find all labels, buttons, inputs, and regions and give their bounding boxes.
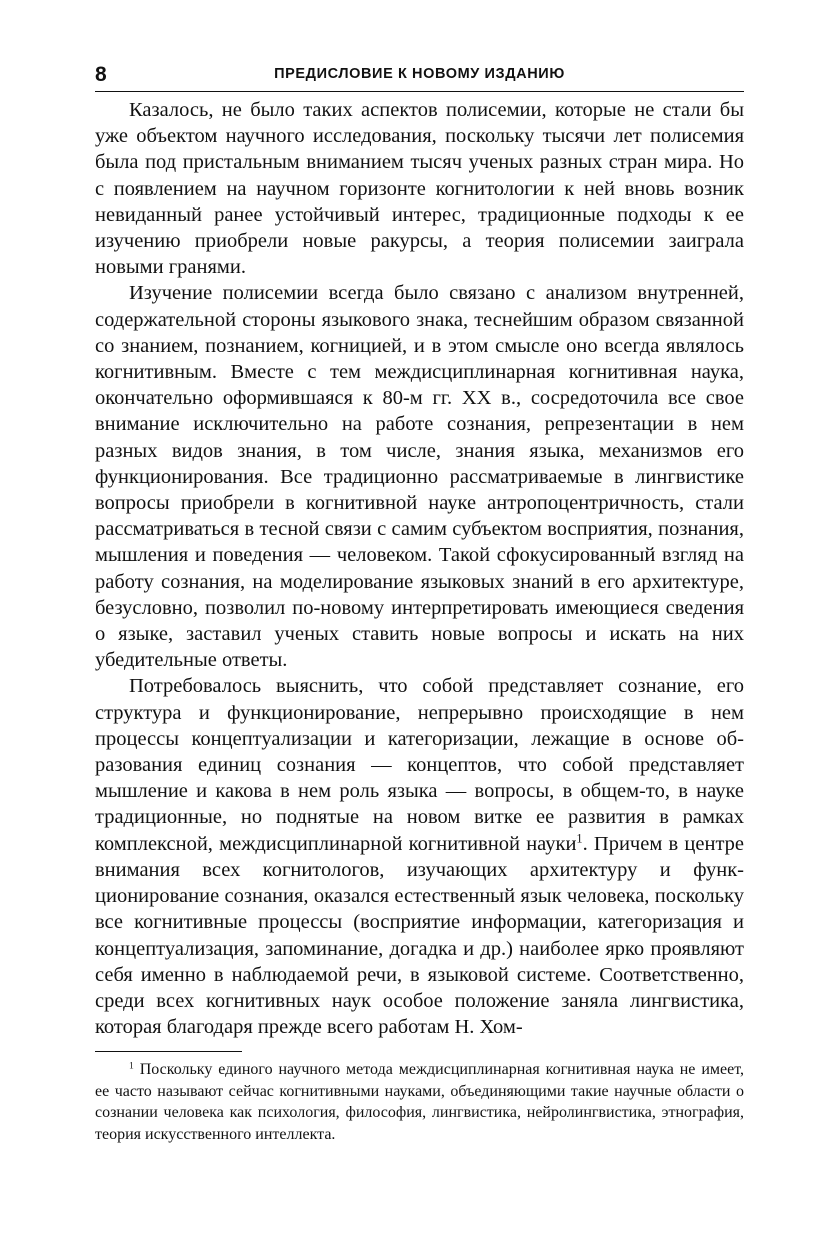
paragraph-text: Потребовалось выяснить, что собой представляет сознание, его структура и функционирование, непрерывно происходящие в нем процессы концептуализации и категоризации, лежащие в основе образования единиц сознания — концептов, что собой представляет мышление и какова в нем роль языка — вопросы, в общем-то, в науке традиционные, но поднятые на новом витке ее развития в рамках комплексной, междисциплинарной когнитивной науки: [95, 675, 744, 855]
page-number: 8: [95, 63, 107, 86]
paragraph: Изучение полисемии всегда было связано с анализом внутренней, содержательной стороны языкового знака, теснейшим образом связанной со знанием, познанием, когницией, и в этом смысле оно всегда являлось когнитивным. Вместе с тем междисциплинарная когнитивная наука, окончательно оформившаяся к 80-м гг. XX в., сосредоточила все свое внимание исключительно на работе сознания, репрезентации в нем разных видов знания, в том числе, знания языка, механизмов его функционирования. Все традиционно рассматриваемые в лингвистике вопросы приобрели в когнитивной науке антропоцентричность, стали рассматриваться в тесной связи с самим субъектом восприятия, познания, мышления и поведения — человеком. Такой сфокусированный взгляд на работу сознания, на моделирование языковых знаний в его архитектуре, безусловно, позволил по-новому интерпретировать имеющиеся сведения о языке, заставил ученых ставить новые вопросы и искать на них убедительные ответы.: [95, 282, 744, 672]
page-header: [95, 62, 744, 90]
header-rule: [95, 91, 744, 92]
footnote-separator: [95, 1051, 242, 1052]
footnote-mark: 1: [129, 1060, 134, 1072]
footnote: [95, 1059, 744, 1145]
footnote-text: Поскольку единого научного метода междисциплинарная когнитивная наука не имеет, ее часто называют сейчас когнитивными науками, объединяющими такие научные области о сознании человека как психология, философия, лингвистика, нейролингвистика, этнография, теория искусственного интеллекта.: [95, 1061, 744, 1143]
main-text: [95, 97, 744, 1040]
footnote-paragraph: [95, 1059, 744, 1145]
paragraph: [95, 673, 744, 1040]
paragraph: Казалось, не было таких аспектов полисемии, которые не стали бы уже объектом научного исследования, поскольку тысячи лет полисемия была под пристальным вниманием тысяч ученых разных стран мира. Но с появлением на научном горизонте когнитологии к ней вновь возник невиданный ранее устойчивый интерес, традиционные подходы к ее изучению приобрели новые ракурсы, а теория полисемии заиграла новыми гранями.: [95, 99, 744, 279]
footnote-reference[interactable]: 1: [576, 831, 583, 846]
paragraph-text: . Причем в центре внимания всех когнитологов, изучающих архитектуру и функционирование сознания, оказался естественный язык человека, поскольку все когнитивные процессы (восприятие информации, категоризация и концептуализация, запоминание, догадка и др.) наиболее ярко проявляют себя именно в наблюдаемой речи, в языковой системе. Соответственно, среди всех когнитивных наук особое положение заняла лингвистика, которая благодаря прежде всего работам Н. Хом-: [95, 832, 744, 1039]
running-title: ПРЕДИСЛОВИЕ К НОВОМУ ИЗДАНИЮ: [274, 66, 565, 82]
